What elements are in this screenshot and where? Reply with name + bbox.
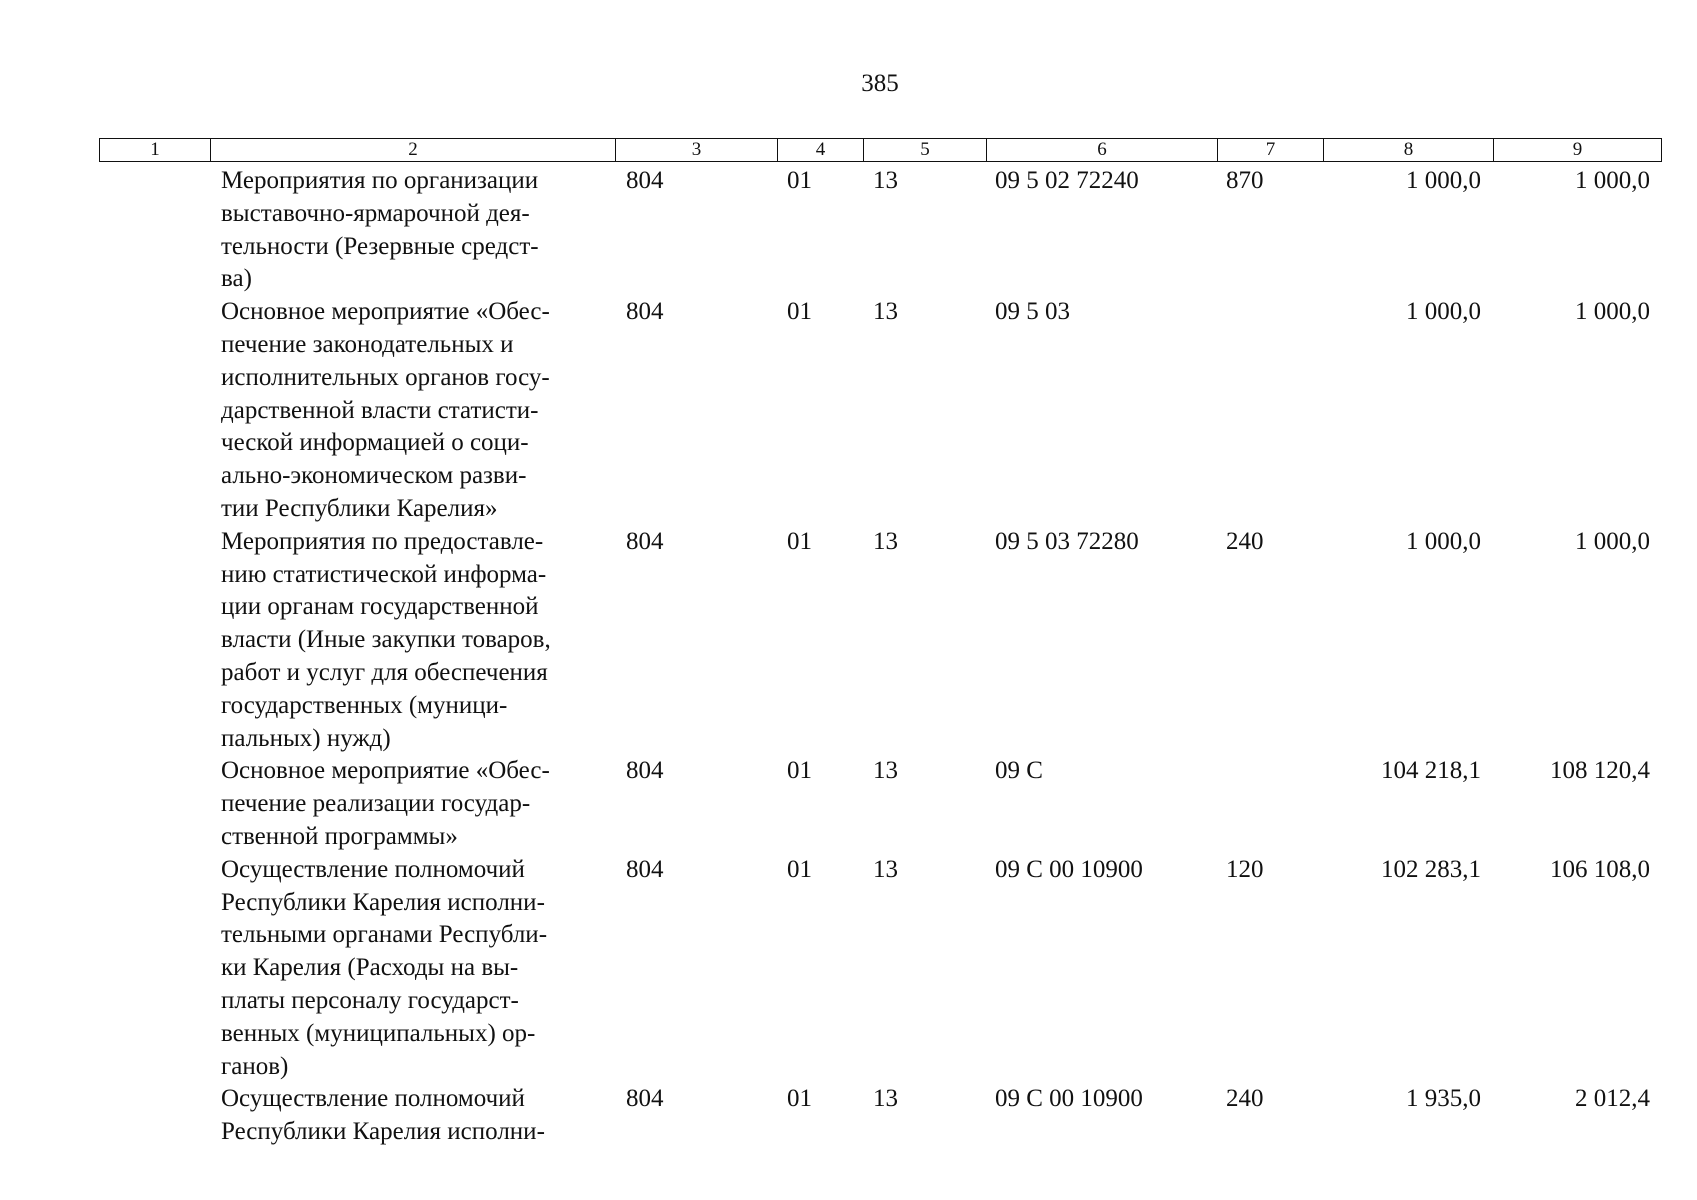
row-description [221,755,621,853]
description-line: ва) [221,265,252,293]
amount-col-8: 104 218,1 [1381,757,1481,785]
description-line: ганов) [221,1052,289,1080]
description-line: тельности (Резервные средст- [221,232,539,260]
description-line: власти (Иные закупки товаров, [221,626,551,654]
column-number: 7 [1218,139,1324,162]
section-code: 01 [787,298,812,326]
amount-col-8: 102 283,1 [1381,855,1481,883]
description-line: платы персоналу государст- [221,986,519,1014]
description-line: дарственной власти статисти- [221,396,539,424]
description-line: работ и услуг для обеспечения [221,658,548,686]
amount-col-8: 1 000,0 [1406,527,1481,555]
ministry-code: 804 [626,1085,664,1113]
column-number-header [99,138,1662,162]
description-line: ственной программы» [221,822,458,850]
amount-col-8: 1 000,0 [1406,298,1481,326]
section-code: 01 [787,855,812,883]
description-line: Республики Карелия исполни- [221,888,545,916]
amount-col-8: 1 935,0 [1406,1085,1481,1113]
column-number: 6 [987,139,1218,162]
description-line: нию статистической информа- [221,560,547,588]
amount-col-9: 2 012,4 [1575,1085,1650,1113]
description-line: Осуществление полномочий [221,1085,525,1113]
description-line: печение законодательных и [221,330,514,358]
row-description [221,165,621,296]
description-line: ции органам государственной [221,593,539,621]
section-code: 01 [787,1085,812,1113]
table-row [0,1083,1697,1149]
target-article-code: 09 С 00 10900 [995,855,1143,883]
ministry-code: 804 [626,527,664,555]
ministry-code: 804 [626,167,664,194]
target-article-code: 09 С [995,757,1043,785]
description-line: Мероприятия по предоставле- [221,527,544,555]
expense-type-code: 870 [1226,167,1264,194]
column-number: 2 [211,139,616,162]
amount-col-8: 1 000,0 [1406,167,1481,194]
target-article-code: 09 5 03 [995,298,1070,326]
budget-table-body [0,165,1697,1149]
description-line: печение реализации государ- [221,790,531,818]
table-row [0,165,1697,296]
ministry-code: 804 [626,298,664,326]
description-line: выставочно-ярмарочной дея- [221,199,530,227]
column-number: 3 [616,139,778,162]
table-row [0,755,1697,853]
description-line: пальных) нужд) [221,724,391,752]
description-line: Осуществление полномочий [221,855,525,883]
section-code: 01 [787,167,812,194]
column-number: 1 [100,139,211,162]
amount-col-9: 106 108,0 [1550,855,1650,883]
column-number: 4 [778,139,864,162]
description-line: исполнительных органов госу- [221,363,550,391]
section-code: 01 [787,757,812,785]
target-article-code: 09 5 02 72240 [995,167,1139,194]
target-article-code: 09 С 00 10900 [995,1085,1143,1113]
target-article-code: 09 5 03 72280 [995,527,1139,555]
column-number: 5 [864,139,987,162]
expense-type-code: 240 [1226,527,1264,555]
row-description [221,526,621,756]
description-line: Основное мероприятие «Обес- [221,757,550,785]
expense-type-code: 240 [1226,1085,1264,1113]
table-row [0,296,1697,526]
subsection-code: 13 [873,527,898,555]
table-row [0,854,1697,1084]
description-line: венных (муниципальных) ор- [221,1019,536,1047]
column-number: 9 [1494,139,1662,162]
description-line: ки Карелия (Расходы на вы- [221,954,519,982]
description-line: Основное мероприятие «Обес- [221,298,550,326]
description-line: ческой информацией о соци- [221,429,529,457]
subsection-code: 13 [873,757,898,785]
description-line: тии Республики Карелия» [221,494,498,522]
amount-col-9: 1 000,0 [1575,298,1650,326]
ministry-code: 804 [626,855,664,883]
page-number: 385 [861,70,899,97]
description-line: государственных (муници- [221,691,508,719]
column-number: 8 [1324,139,1494,162]
ministry-code: 804 [626,757,664,785]
subsection-code: 13 [873,167,898,194]
row-description [221,1083,621,1149]
amount-col-9: 1 000,0 [1575,167,1650,194]
section-code: 01 [787,527,812,555]
description-line: ально-экономическом разви- [221,462,527,490]
amount-col-9: 108 120,4 [1550,757,1650,785]
subsection-code: 13 [873,855,898,883]
subsection-code: 13 [873,1085,898,1113]
subsection-code: 13 [873,298,898,326]
table-row [0,526,1697,756]
row-description [221,296,621,526]
row-description [221,854,621,1084]
description-line: Республики Карелия исполни- [221,1118,545,1146]
expense-type-code: 120 [1226,855,1264,883]
amount-col-9: 1 000,0 [1575,527,1650,555]
description-line: тельными органами Республи- [221,921,548,949]
description-line: Мероприятия по организации [221,167,539,194]
